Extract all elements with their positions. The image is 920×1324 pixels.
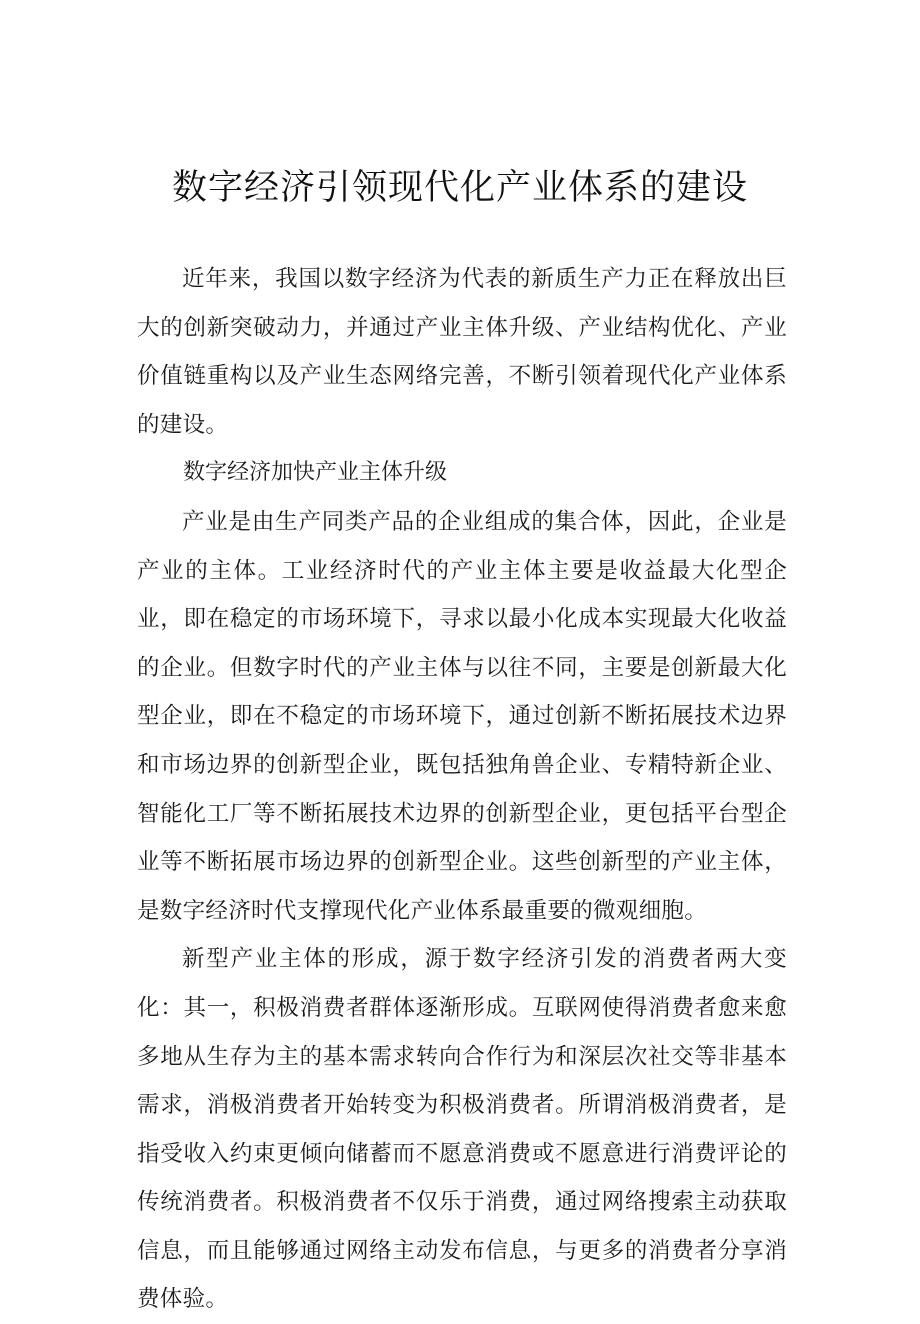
document-title: 数字经济引领现代化产业体系的建设 xyxy=(171,168,748,208)
section-heading: 数字经济加快产业主体升级 xyxy=(183,460,448,486)
paragraph-intro: 近年来，我国以数字经济为代表的新质生产力正在释放出巨大的创新突破动力，并通过产业主体升级、产业结构优化、产业价值链重构以及产业生态网络完善，不断引领着现代化产业体系的建设。 xyxy=(137,266,787,438)
paragraph-industry-subject: 产业是由生产同类产品的企业组成的集合体，因此，企业是产业的主体。工业经济时代的产业主体主要是收益最大化型企业，即在稳定的市场环境下，寻求以最小化成本实现最大化收益的企业。但数字时代的产业主体与以往不同，主要是创新最大化型企业，即在不稳定的市场环境下，通过创新不断拓展技术边界和市场边界的创新型企业，既包括独角兽企业、专精特新企业、智能化工厂等不断拓展技术边界的创新型企业，更包括平台型企业等不断拓展市场边界的创新型企业。这些创新型的产业主体，是数字经济时代支撑现代化产业体系最重要的微观细胞。 xyxy=(137,508,787,924)
document-body xyxy=(137,255,787,1324)
paragraph-consumer-change: 新型产业主体的形成，源于数字经济引发的消费者两大变化：其一，积极消费者群体逐渐形成。互联网使得消费者愈来愈多地从生存为主的基本需求转向合作行为和深层次社交等非基本需求，消极消费者开始转变为积极消费者。所谓消极消费者，是指受收入约束更倾向储蓄而不愿意消费或不愿意进行消费评论的传统消费者。积极消费者不仅乐于消费，通过网络搜索主动获取信息，而且能够通过网络主动发布信息，与更多的消费者分享消费体验。 xyxy=(137,946,787,1313)
